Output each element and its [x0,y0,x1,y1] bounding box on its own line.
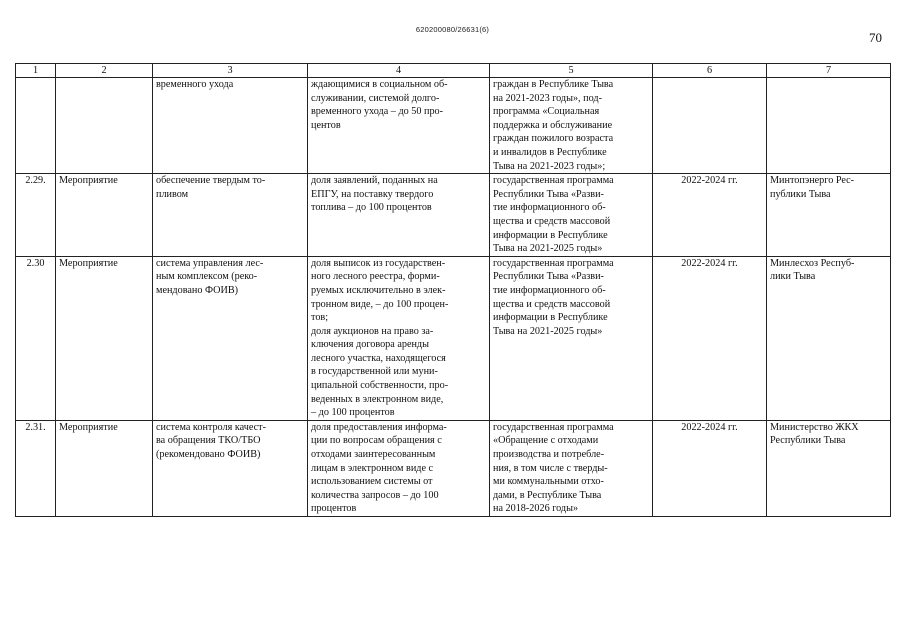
cell-text-line: программа «Социальная [493,106,600,118]
cell-text-line: поддержка и обслуживание [493,119,613,131]
cell-text-line: ключения договора аренды [311,339,429,351]
cell-text-line: ния, в том числе с тверды- [493,462,608,474]
cell-text-line: ждающимися в социальном об- [311,79,448,90]
cell-period: 2022-2024 гг. [653,174,767,257]
cell-text-line: тронном виде, – до 100 процен- [311,298,449,310]
cell-executor [767,174,891,257]
cell-type: Мероприятие [56,174,153,257]
cell-period: 2022-2024 гг. [653,420,767,516]
measures-table [15,63,891,517]
cell-text-line: государственная программа [493,421,614,433]
cell-text-line: информации в Республике [493,312,608,324]
cell-text-line: тие информационного об- [493,284,606,296]
cell-text-line: щества и средств массовой [493,298,611,310]
cell-executor [767,78,891,174]
cell-text-line: центов [311,119,341,131]
cell-text-line: временного ухода – до 50 про- [311,106,444,118]
cell-text-line: обеспечение твердым то- [156,175,266,187]
cell-program [490,256,653,420]
table-row [16,174,891,257]
cell-text-line: доля выписок из государствен- [311,257,446,269]
cell-measure-name [153,420,308,516]
cell-text-line: ЕПГУ, на поставку твердого [311,188,434,200]
cell-period: 2022-2024 гг. [653,256,767,420]
cell-text-line: тов; [311,312,329,324]
table-row [16,256,891,420]
cell-text-line: лицам в электронном виде с [311,462,434,474]
cell-text-line: служивании, системой долго- [311,92,440,104]
cell-text-line: в государственной или муни- [311,366,438,378]
cell-text-line: Тыва на 2021-2025 годы» [493,325,603,337]
cell-text-line: доля предоставления информа- [311,421,447,433]
column-header-2: 2 [56,64,153,78]
cell-executor [767,420,891,516]
cell-type: Мероприятие [56,420,153,516]
cell-text-line: Республики Тыва «Разви- [493,271,604,283]
cell-indicator [308,174,490,257]
cell-text-line: лесного участка, находящегося [311,352,446,364]
table-row [16,420,891,516]
cell-program [490,78,653,174]
cell-text-line: (рекомендовано ФОИВ) [156,449,261,461]
column-header-3: 3 [153,64,308,78]
cell-number: 2.29. [16,174,56,257]
cell-text-line: отходами заинтересованным [311,449,436,461]
cell-text-line: Тыва на 2021-2023 годы»; [493,160,606,172]
cell-text-line: мендовано ФОИВ) [156,284,239,296]
cell-text-line: – до 100 процентов [311,407,395,419]
cell-text-line: публики Тыва [770,188,831,200]
cell-text-line: граждан в Республике Тыва [493,79,614,90]
cell-text-line: система контроля качест- [156,421,267,433]
cell-text-line: Республики Тыва [770,435,846,447]
cell-text-line: дами, в Республике Тыва [493,489,602,501]
column-header-5: 5 [490,64,653,78]
cell-text-line: ного лесного реестра, форми- [311,271,440,283]
cell-text-line: лики Тыва [770,271,816,283]
cell-text-line: Министерство ЖКХ [770,421,859,433]
column-header-4: 4 [308,64,490,78]
cell-text-line: тие информационного об- [493,202,606,214]
cell-indicator [308,78,490,174]
cell-text-line: Республики Тыва «Разви- [493,188,604,200]
cell-measure-name [153,78,308,174]
cell-text-line: пливом [156,188,189,200]
cell-indicator [308,420,490,516]
cell-text-line: производства и потребле- [493,449,605,461]
column-number-row [16,64,891,78]
cell-text-line: система управления лес- [156,257,264,269]
cell-text-line: Минтопэнерго Рес- [770,175,855,187]
cell-number: 2.31. [16,420,56,516]
table-row [16,78,891,174]
cell-text-line: Тыва на 2021-2025 годы» [493,243,603,255]
cell-text-line: ми коммунальными отхо- [493,476,604,488]
cell-text-line: информации в Республике [493,229,608,241]
cell-measure-name [153,256,308,420]
cell-text-line: временного ухода [156,79,234,90]
cell-type: Мероприятие [56,256,153,420]
page-number: 70 [869,30,882,45]
cell-measure-name [153,174,308,257]
cell-text-line: использованием системы от [311,476,433,488]
cell-text-line: и инвалидов в Республике [493,146,607,158]
cell-text-line: государственная программа [493,257,614,269]
column-header-7: 7 [767,64,891,78]
cell-program [490,174,653,257]
cell-text-line: ва обращения ТКО/ТБО [156,435,261,447]
cell-text-line: ции по вопросам обращения с [311,435,442,447]
column-header-1: 1 [16,64,56,78]
cell-text-line: топлива – до 100 процентов [311,202,432,214]
cell-period [653,78,767,174]
cell-text-line: процентов [311,503,357,515]
cell-text-line: щества и средств массовой [493,215,611,227]
cell-text-line: руемых исключительно в элек- [311,284,446,296]
cell-text-line: Минлесхоз Респуб- [770,257,855,269]
table-body [16,78,891,517]
cell-number: 2.30 [16,256,56,420]
cell-number [16,78,56,174]
cell-program [490,420,653,516]
cell-text-line: ным комплексом (реко- [156,271,258,283]
cell-text-line: государственная программа [493,175,614,187]
cell-executor [767,256,891,420]
cell-text-line: на 2018-2026 годы» [493,503,579,515]
cell-text-line: доля заявлений, поданных на [311,175,438,187]
document-code: 620200080/26631(6) [415,25,490,34]
cell-text-line: «Обращение с отходами [493,435,599,447]
cell-type [56,78,153,174]
column-header-6: 6 [653,64,767,78]
cell-text-line: доля аукционов на право за- [311,325,434,337]
cell-text-line: ципальной собственности, про- [311,380,449,392]
cell-text-line: веденных в электронном виде, [311,393,444,405]
cell-text-line: на 2021-2023 годы», под- [493,92,602,104]
cell-indicator [308,256,490,420]
cell-text-line: количества запросов – до 100 [311,489,439,501]
cell-text-line: граждан пожилого возраста [493,133,614,145]
